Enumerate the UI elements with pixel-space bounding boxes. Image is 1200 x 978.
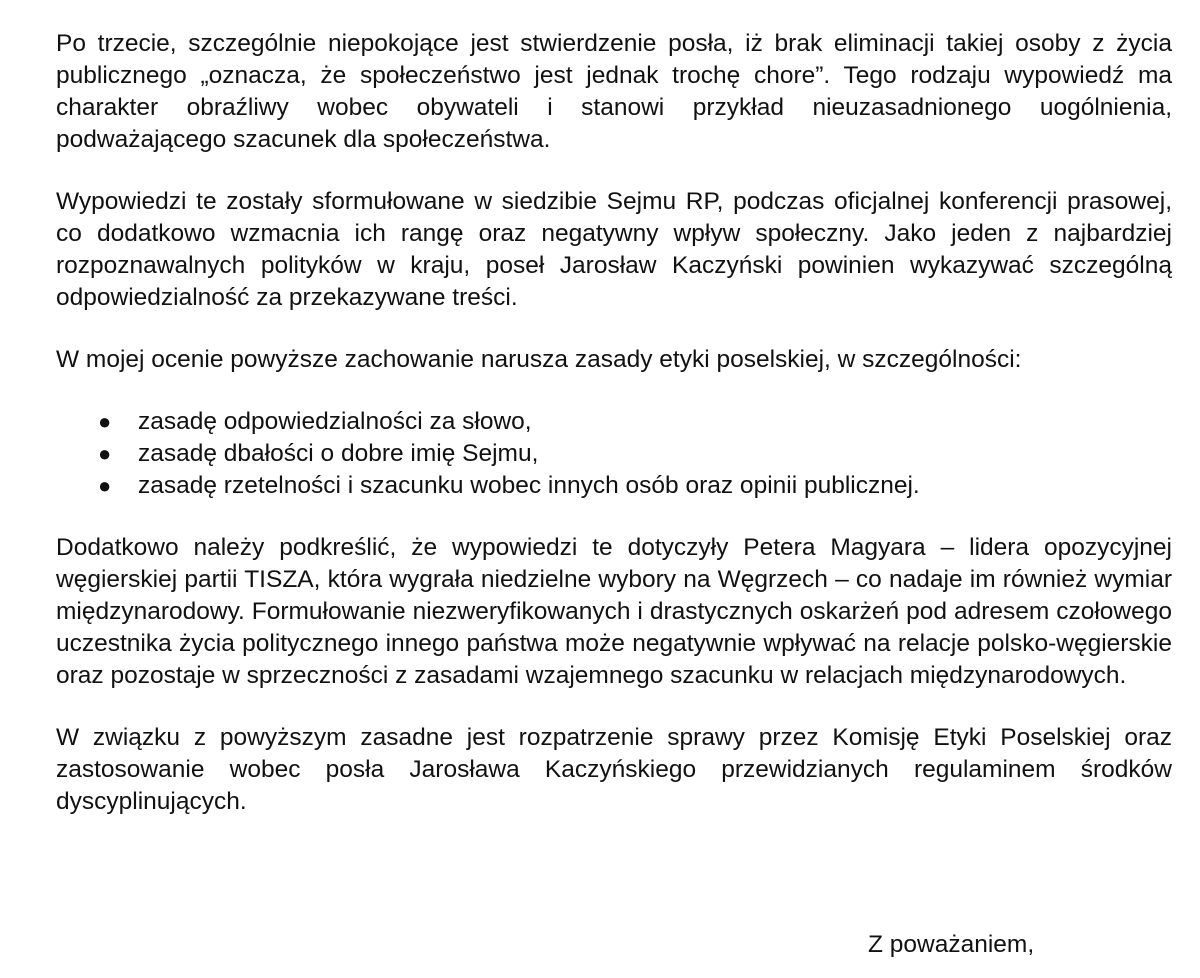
bullet-dot-icon: ● [98, 473, 112, 498]
closing-salutation: Z poważaniem, [868, 931, 1035, 958]
bullet-text: zasadę rzetelności i szacunku wobec innych osób oraz opinii publicznej. [138, 472, 920, 499]
bullet-dot-icon: ● [98, 441, 112, 466]
bullet-item [56, 470, 1172, 502]
bullet-list [56, 406, 1172, 502]
bullet-text: zasadę dbałości o dobre imię Sejmu, [138, 440, 539, 467]
document-body [56, 28, 1172, 818]
paragraph-3: W mojej ocenie powyższe zachowanie narusza zasady etyki poselskiej, w szczególności: [56, 346, 1022, 373]
paragraph-1: Po trzecie, szczególnie niepokojące jest stwierdzenie posła, iż brak eliminacji takiej osoby z życia publicznego „oznacza, że społeczeństwo jest jednak trochę chore”. Tego rodzaju wypowiedź ma charakter obraźliwy wobec obywateli i stanowi przykład nieuzasadnionego uogólnienia, podważającego szacunek dla społeczeństwa. [56, 30, 1172, 153]
paragraph-5: W związku z powyższym zasadne jest rozpatrzenie sprawy przez Komisję Etyki Poselskiej oraz zastosowanie wobec posła Jarosława Kaczyńskiego przewidzianych regulaminem środków dyscyplinujących. [56, 724, 1172, 815]
paragraph-2: Wypowiedzi te zostały sformułowane w siedzibie Sejmu RP, podczas oficjalnej konferencji prasowej, co dodatkowo wzmacnia ich rangę oraz negatywny wpływ społeczny. Jako jeden z najbardziej rozpoznawalnych polityków w kraju, poseł Jarosław Kaczyński powinien wykazywać szczególną odpowiedzialność za przekazywane treści. [56, 188, 1172, 311]
bullet-text: zasadę odpowiedzialności za słowo, [138, 408, 532, 435]
bullet-item [56, 438, 1172, 470]
bullet-dot-icon: ● [98, 409, 112, 434]
bullet-item [56, 406, 1172, 438]
paragraph-4: Dodatkowo należy podkreślić, że wypowiedzi te dotyczyły Petera Magyara – lidera opozycyjnej węgierskiej partii TISZA, która wygrała niedzielne wybory na Węgrzech – co nadaje im również wymiar międzynarodowy. Formułowanie niezweryfikowanych i drastycznych oskarżeń pod adresem czołowego uczestnika życia politycznego innego państwa może negatywnie wpływać na relacje polsko-węgierskie oraz pozostaje w sprzeczności z zasadami wzajemnego szacunku w relacjach międzynarodowych. [56, 534, 1172, 689]
